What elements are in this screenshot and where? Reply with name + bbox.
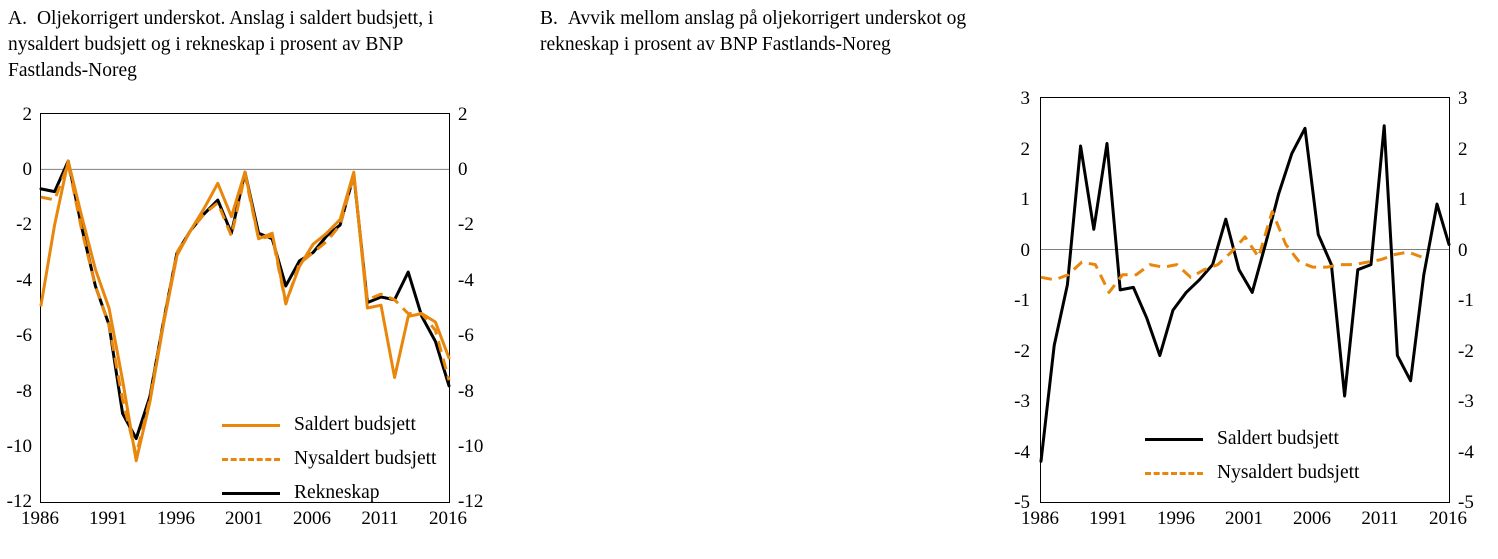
- panel-b-xtick-3: 2001: [1225, 508, 1263, 529]
- panel-b-xtick-6: 2016: [1429, 508, 1467, 529]
- legend-label-saldert-budsjett: Saldert budsjett: [294, 414, 416, 435]
- series-avvik-saldert: [1041, 126, 1449, 462]
- legend-item-rekneskap: [222, 476, 436, 510]
- legend-item-nysaldert-budsjett: [222, 442, 436, 476]
- panel-a-ytick-right-4: -6: [458, 325, 474, 346]
- panel-a-ytick-left-4: -6: [16, 325, 32, 346]
- panel-b-letter: B.: [540, 8, 558, 29]
- panel-a-ytick-right-2: -2: [458, 214, 474, 235]
- panel-b-ytick-left-7: -4: [1014, 442, 1030, 463]
- legend-line-icon-orange-dashed: [1145, 472, 1203, 475]
- legend-item-nysaldert-budsjett: [1145, 456, 1359, 490]
- panel-a-letter: A.: [8, 8, 27, 29]
- panel-b-title: [540, 6, 990, 58]
- series-avvik-nysaldert: [1041, 212, 1422, 293]
- panel-b-ytick-right-1: 2: [1458, 139, 1468, 160]
- panel-b-legend: [1145, 422, 1359, 490]
- panel-a-ytick-right-0: 2: [458, 104, 468, 125]
- legend-item-saldert-budsjett: [1145, 422, 1359, 456]
- panel-a-ytick-left-0: 2: [22, 104, 32, 125]
- panel-b-xtick-2: 1996: [1157, 508, 1195, 529]
- panel-a-ytick-left-6: -10: [6, 436, 32, 457]
- panel-b-ytick-right-4: -1: [1458, 290, 1474, 311]
- panel-b-ytick-right-7: -4: [1458, 442, 1474, 463]
- series-rekneskap: [41, 161, 449, 438]
- panel-b-ytick-left-2: 1: [1020, 189, 1030, 210]
- panel-a-xtick-1: 1991: [89, 508, 127, 529]
- panel-a-ytick-right-7: -12: [458, 491, 484, 512]
- panel-a-ytick-right-3: -4: [458, 270, 474, 291]
- panel-b-ytick-left-6: -3: [1014, 391, 1030, 412]
- panel-b-ytick-right-5: -2: [1458, 341, 1474, 362]
- panel-a-xtick-2: 1996: [157, 508, 195, 529]
- panel-a-title: [8, 6, 478, 84]
- legend-line-icon-orange-solid: [222, 424, 280, 427]
- panel-a: [0, 0, 500, 559]
- panel-a-ytick-left-5: -8: [16, 381, 32, 402]
- legend-label-saldert-budsjett: Saldert budsjett: [1217, 428, 1339, 449]
- panel-b-ytick-right-0: 3: [1458, 88, 1468, 109]
- panel-a-ytick-left-1: 0: [22, 159, 32, 180]
- legend-line-icon-black-solid: [1145, 438, 1203, 441]
- panel-a-ytick-left-7: -12: [6, 491, 32, 512]
- panel-b-ytick-left-3: 0: [1020, 240, 1030, 261]
- panel-a-xtick-0: 1986: [21, 508, 59, 529]
- legend-label-nysaldert-budsjett: Nysaldert budsjett: [1217, 462, 1360, 483]
- panel-b-xtick-4: 2006: [1293, 508, 1331, 529]
- panel-a-ytick-left-3: -4: [16, 270, 32, 291]
- panel-b-xtick-0: 1986: [1021, 508, 1059, 529]
- panel-a-ytick-right-6: -10: [458, 436, 484, 457]
- panel-b-ytick-left-5: -2: [1014, 341, 1030, 362]
- panel-b-ytick-left-0: 3: [1020, 88, 1030, 109]
- panel-b-ytick-right-6: -3: [1458, 391, 1474, 412]
- legend-label-rekneskap: Rekneskap: [294, 482, 380, 503]
- panel-b-ytick-left-4: -1: [1014, 290, 1030, 311]
- panel-a-legend: [222, 408, 436, 510]
- legend-label-nysaldert-budsjett: Nysaldert budsjett: [294, 448, 437, 469]
- panel-b-xtick-5: 2011: [1361, 508, 1399, 529]
- panel-a-xtick-5: 2011: [361, 508, 399, 529]
- panel-b-xtick-1: 1991: [1089, 508, 1127, 529]
- panel-a-ytick-right-5: -8: [458, 381, 474, 402]
- legend-line-icon-black-solid: [222, 492, 280, 495]
- panel-b-ytick-right-8: -5: [1458, 492, 1474, 513]
- legend-item-saldert-budsjett: [222, 408, 436, 442]
- panel-b-ytick-right-3: 0: [1458, 240, 1468, 261]
- panel-b-ytick-right-2: 1: [1458, 189, 1468, 210]
- panel-a-xtick-4: 2006: [293, 508, 331, 529]
- panel-a-ytick-left-2: -2: [16, 214, 32, 235]
- panel-b-title-text: Avvik mellom anslag på oljekorrigert underskot og rekneskap i prosent av BNP Fastlands-Noreg: [540, 8, 967, 55]
- panel-a-ytick-right-1: 0: [458, 159, 468, 180]
- panel-b-ytick-left-8: -5: [1014, 492, 1030, 513]
- panel-a-xtick-3: 2001: [225, 508, 263, 529]
- panel-a-xtick-6: 2016: [429, 508, 467, 529]
- panel-a-title-text: Oljekorrigert underskot. Anslag i saldert budsjett, i nysaldert budsjett og i rekneskap i prosent av BNP Fastlands-Noreg: [8, 8, 434, 81]
- panel-b: [500, 0, 1474, 559]
- legend-line-icon-orange-dashed: [222, 458, 280, 461]
- panel-b-ytick-left-1: 2: [1020, 139, 1030, 160]
